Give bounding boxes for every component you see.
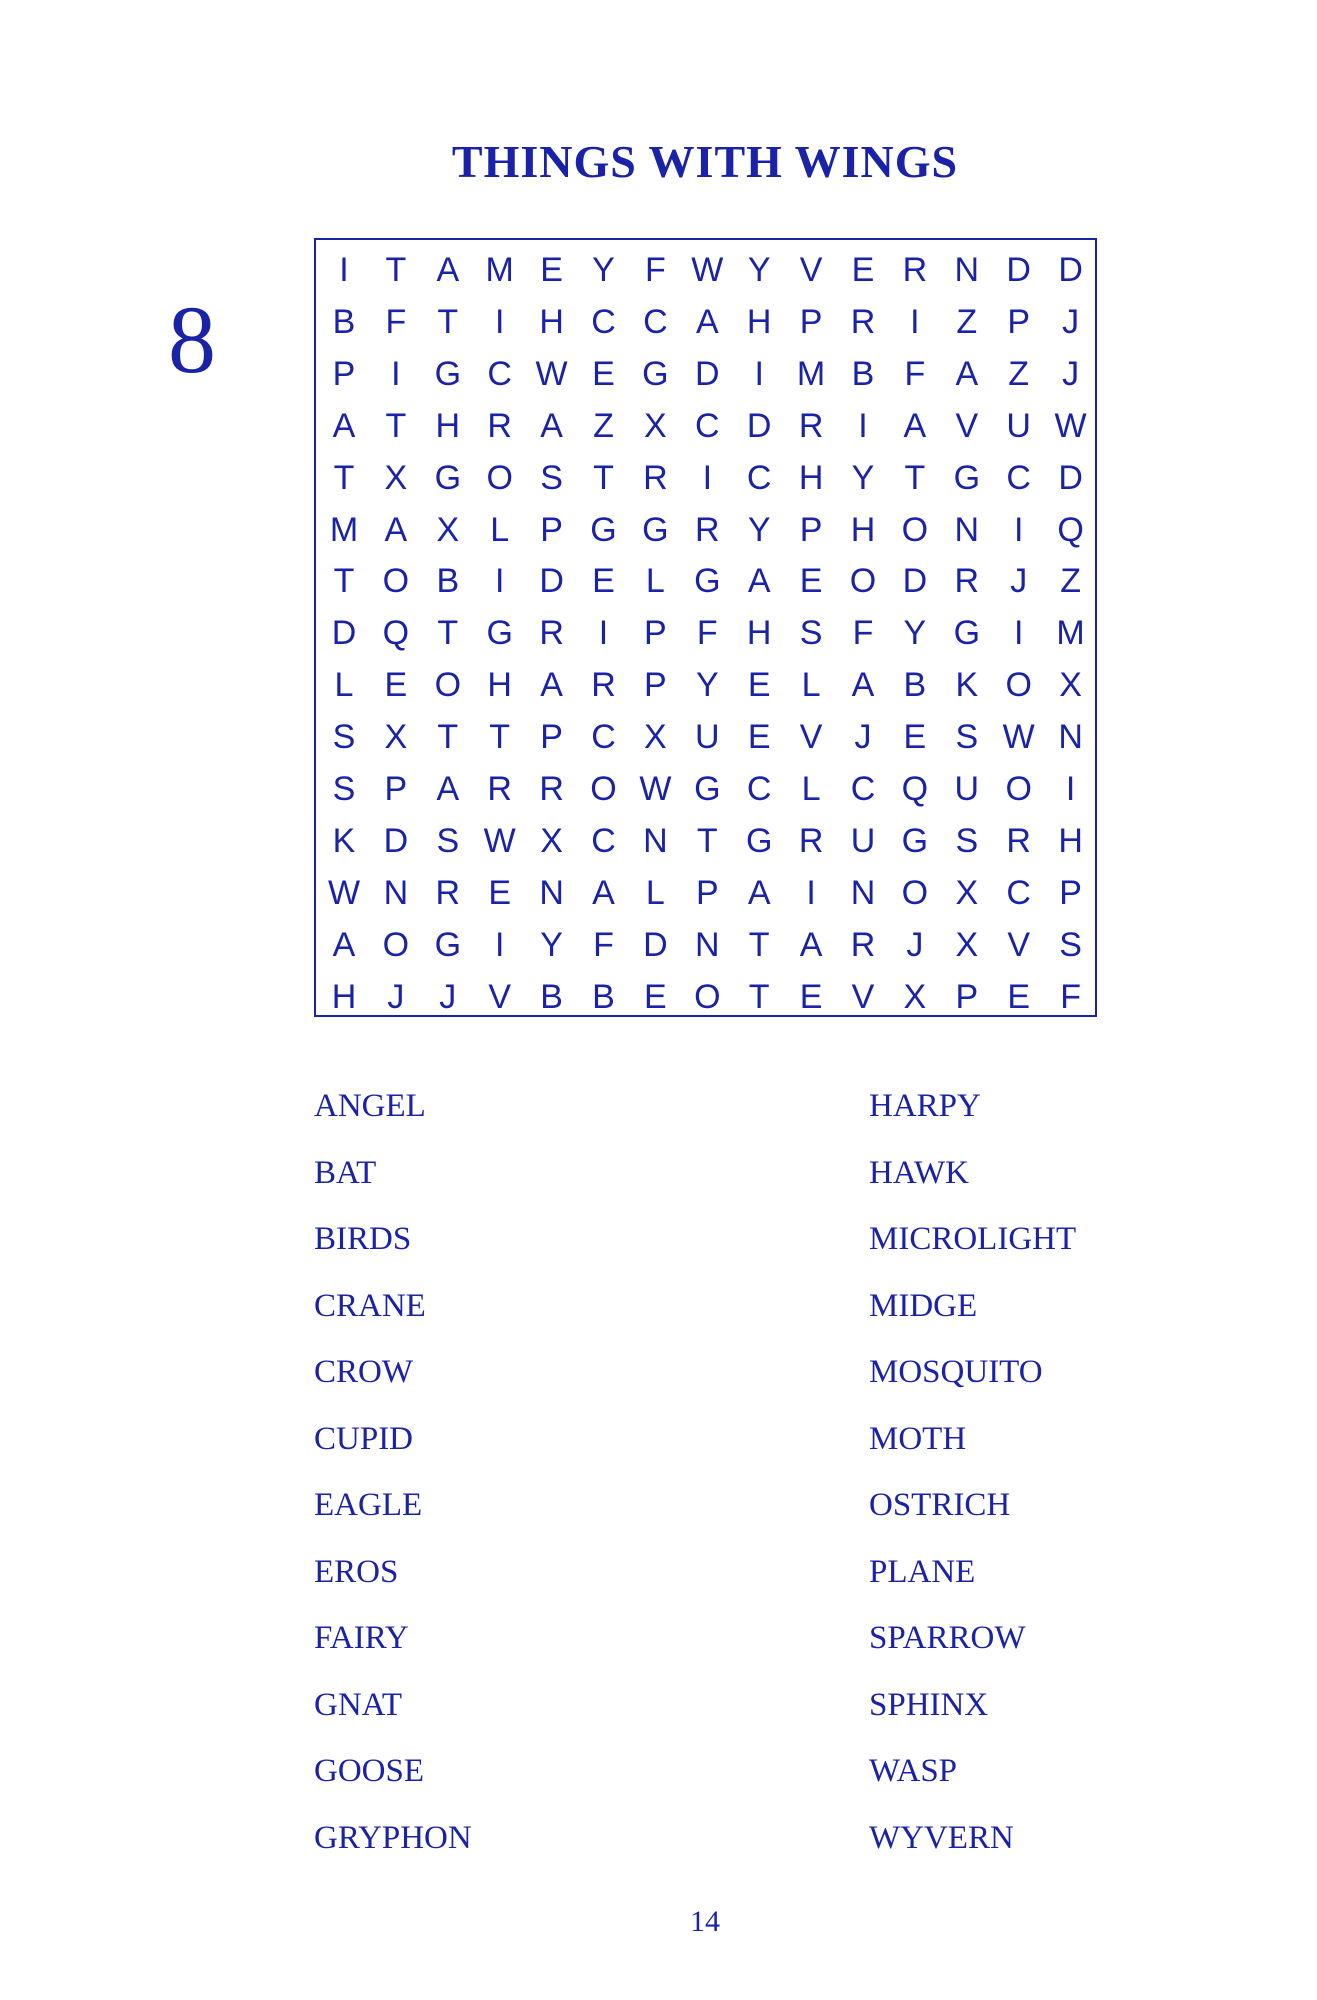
grid-cell[interactable]: L <box>490 510 510 549</box>
grid-cell[interactable]: R <box>850 302 876 341</box>
grid-cell[interactable]: T <box>437 614 459 653</box>
grid-cell[interactable]: M <box>329 510 359 549</box>
grid-cell[interactable]: I <box>1065 770 1076 808</box>
grid-cell[interactable]: P <box>384 770 408 808</box>
grid-cell[interactable]: G <box>434 458 462 497</box>
grid-cell[interactable]: O <box>434 666 462 705</box>
word-list-item: SPHINX <box>869 1686 989 1723</box>
grid-cell[interactable]: D <box>746 406 772 445</box>
grid-cell[interactable]: I <box>1013 510 1024 549</box>
grid-cell[interactable]: P <box>799 510 823 549</box>
grid-cell[interactable]: Z <box>1060 562 1081 601</box>
grid-cell[interactable]: C <box>695 406 720 445</box>
word-list-item: BIRDS <box>314 1221 412 1257</box>
grid-cell[interactable]: O <box>1005 666 1032 705</box>
grid-cell[interactable]: V <box>851 977 875 1016</box>
grid-row <box>316 555 1095 607</box>
word-list-item: HAWK <box>869 1154 969 1191</box>
grid-cell[interactable]: O <box>590 770 617 808</box>
grid-cell[interactable]: Y <box>903 614 927 653</box>
grid-cell[interactable]: E <box>747 718 771 757</box>
grid-cell[interactable]: G <box>694 562 721 601</box>
grid-cell[interactable]: X <box>436 510 460 549</box>
grid-cell[interactable]: X <box>955 873 979 912</box>
word-list-item: GRYPHON <box>314 1819 472 1856</box>
grid-cell[interactable]: G <box>434 354 462 393</box>
grid-cell[interactable]: O <box>901 510 929 549</box>
grid-cell[interactable]: Y <box>592 251 615 289</box>
word-list-item: CRANE <box>314 1287 426 1324</box>
grid-cell[interactable]: S <box>955 718 979 757</box>
word-list-item: WASP <box>869 1753 958 1789</box>
grid-cell[interactable]: P <box>644 666 667 705</box>
grid-cell[interactable]: I <box>339 251 349 289</box>
grid-cell[interactable]: I <box>494 925 505 964</box>
grid-cell[interactable]: V <box>799 251 823 289</box>
grid-cell[interactable]: Q <box>901 770 929 808</box>
grid-cell[interactable]: R <box>902 251 928 289</box>
grid-cell[interactable]: B <box>903 666 927 705</box>
grid-cell[interactable]: C <box>591 302 616 341</box>
grid-cell[interactable]: P <box>1059 873 1082 912</box>
grid-cell[interactable]: A <box>851 666 875 705</box>
grid-cell[interactable]: C <box>1006 873 1031 912</box>
grid-cell[interactable]: G <box>901 821 929 860</box>
grid-cell[interactable]: D <box>643 925 668 964</box>
grid-cell[interactable]: A <box>436 770 460 808</box>
grid-cell[interactable]: J <box>387 977 405 1016</box>
grid-cell[interactable]: R <box>954 562 980 601</box>
grid-cell[interactable]: P <box>799 302 823 341</box>
grid-cell[interactable]: D <box>695 354 720 393</box>
grid-cell[interactable]: A <box>747 873 771 912</box>
grid-cell[interactable]: R <box>591 666 616 705</box>
grid-cell[interactable]: N <box>954 251 980 289</box>
grid-cell[interactable]: S <box>955 821 979 860</box>
grid-cell[interactable]: A <box>903 406 927 445</box>
grid-cell[interactable]: X <box>384 458 408 497</box>
grid-cell[interactable]: W <box>327 873 361 912</box>
word-list-item: FAIRY <box>314 1620 409 1656</box>
grid-cell[interactable]: E <box>488 873 512 912</box>
grid-cell[interactable]: Y <box>747 510 771 549</box>
grid-cell[interactable]: Q <box>1057 510 1084 549</box>
word-list-item: MOTH <box>869 1420 967 1457</box>
grid-cell[interactable]: I <box>494 562 505 601</box>
grid-cell[interactable]: W <box>535 354 568 393</box>
grid-cell[interactable]: O <box>694 977 721 1016</box>
grid-cell[interactable]: T <box>593 458 614 497</box>
grid-cell[interactable]: H <box>746 302 772 341</box>
grid-cell[interactable]: G <box>953 458 981 497</box>
grid-cell[interactable]: T <box>748 925 770 964</box>
grid-cell[interactable]: F <box>645 251 666 289</box>
grid-cell[interactable]: H <box>850 510 876 549</box>
grid-cell[interactable]: L <box>334 666 354 705</box>
grid-row <box>316 504 1095 556</box>
grid-cell[interactable]: A <box>436 251 460 289</box>
grid-cell[interactable]: N <box>643 821 668 860</box>
word-list-item: EROS <box>314 1553 399 1590</box>
grid-cell[interactable]: A <box>332 925 356 964</box>
grid-cell[interactable]: A <box>332 406 356 445</box>
grid-cell[interactable]: G <box>434 925 462 964</box>
grid-cell[interactable]: F <box>385 302 407 341</box>
grid-cell[interactable]: X <box>955 925 979 964</box>
grid-cell[interactable]: E <box>1007 977 1031 1016</box>
grid-cell[interactable]: E <box>592 354 615 393</box>
grid-cell[interactable]: Y <box>747 251 771 289</box>
grid-cell[interactable]: G <box>642 354 669 393</box>
grid-cell[interactable]: H <box>487 666 512 705</box>
grid-cell[interactable]: R <box>1006 821 1031 860</box>
grid-cell[interactable]: C <box>1006 458 1031 497</box>
grid-cell[interactable]: D <box>539 562 564 601</box>
grid-cell[interactable]: C <box>591 718 616 757</box>
grid-cell[interactable]: S <box>332 718 356 757</box>
grid-cell[interactable]: T <box>904 458 926 497</box>
word-list-item: ANGEL <box>314 1088 426 1124</box>
grid-cell[interactable]: I <box>910 302 920 341</box>
grid-row <box>316 659 1095 711</box>
grid-cell[interactable]: Y <box>695 666 719 705</box>
grid-cell[interactable]: W <box>483 821 516 860</box>
grid-cell[interactable]: K <box>332 821 356 860</box>
grid-row <box>316 607 1095 659</box>
grid-cell[interactable]: E <box>747 666 771 705</box>
grid-cell[interactable]: N <box>850 873 876 912</box>
grid-cell[interactable]: J <box>906 925 924 964</box>
letter-grid <box>314 238 1097 1017</box>
grid-cell[interactable]: T <box>489 718 511 757</box>
grid-cell[interactable]: A <box>695 302 719 341</box>
grid-cell[interactable]: P <box>955 977 979 1016</box>
grid-cell[interactable]: U <box>1006 406 1031 445</box>
grid-cell[interactable]: D <box>902 562 928 601</box>
grid-cell[interactable]: S <box>1059 925 1082 964</box>
grid-cell[interactable]: C <box>643 302 668 341</box>
grid-cell[interactable]: X <box>384 718 408 757</box>
grid-cell[interactable]: L <box>801 770 821 808</box>
grid-row <box>316 711 1095 763</box>
grid-cell[interactable]: Y <box>540 925 563 964</box>
grid-cell[interactable]: I <box>754 354 764 393</box>
grid-cell[interactable]: V <box>799 718 823 757</box>
grid-cell[interactable]: P <box>540 510 563 549</box>
grid-cell[interactable]: S <box>799 614 823 653</box>
grid-cell[interactable]: R <box>487 770 512 808</box>
grid-cell[interactable]: T <box>748 977 770 1016</box>
grid-cell[interactable]: X <box>644 718 667 757</box>
grid-cell[interactable]: Z <box>593 406 614 445</box>
puzzle-number: 8 <box>168 286 216 393</box>
grid-cell[interactable]: T <box>696 821 718 860</box>
grid-cell[interactable]: J <box>1062 302 1080 341</box>
grid-cell[interactable]: B <box>436 562 460 601</box>
grid-cell[interactable]: E <box>540 251 563 289</box>
grid-cell[interactable]: G <box>694 770 721 808</box>
grid-cell[interactable]: P <box>1007 302 1031 341</box>
word-list-item: SPARROW <box>869 1620 1026 1656</box>
grid-cell[interactable]: I <box>702 458 713 497</box>
grid-cell[interactable]: S <box>436 821 460 860</box>
page-number: 14 <box>690 1905 720 1938</box>
grid-cell[interactable]: M <box>1056 614 1085 653</box>
grid-cell[interactable]: G <box>953 614 981 653</box>
grid-cell[interactable]: T <box>333 458 355 497</box>
grid-cell[interactable]: R <box>850 925 876 964</box>
grid-row <box>316 348 1095 400</box>
grid-cell[interactable]: O <box>382 562 410 601</box>
grid-cell[interactable]: P <box>695 873 719 912</box>
word-list-item: OSTRICH <box>869 1487 1011 1523</box>
grid-cell[interactable]: E <box>903 718 927 757</box>
grid-cell[interactable]: F <box>852 614 874 653</box>
grid-cell[interactable]: X <box>903 977 927 1016</box>
word-list-item: MIDGE <box>869 1287 978 1324</box>
grid-cell[interactable]: B <box>332 302 356 341</box>
grid-cell[interactable]: H <box>798 458 824 497</box>
grid-cell[interactable]: S <box>332 770 356 808</box>
grid-cell[interactable]: T <box>385 251 407 289</box>
word-list-item: MICROLIGHT <box>869 1221 1077 1257</box>
grid-row <box>316 763 1095 815</box>
grid-cell[interactable]: A <box>540 406 563 445</box>
grid-cell[interactable]: T <box>437 302 459 341</box>
grid-cell[interactable]: V <box>1007 925 1031 964</box>
grid-cell[interactable]: D <box>331 614 357 653</box>
word-list-item: CUPID <box>314 1420 414 1457</box>
grid-cell[interactable]: E <box>799 977 823 1016</box>
grid-cell[interactable]: I <box>858 406 868 445</box>
grid-cell[interactable]: D <box>1058 458 1083 497</box>
grid-cell[interactable]: T <box>333 562 355 601</box>
grid-cell[interactable]: A <box>540 666 563 705</box>
grid-cell[interactable]: A <box>747 562 771 601</box>
grid-cell[interactable]: L <box>645 873 665 912</box>
grid-cell[interactable]: B <box>851 354 875 393</box>
grid-cell[interactable]: C <box>850 770 876 808</box>
grid-cell[interactable]: V <box>955 406 979 445</box>
grid-cell[interactable]: E <box>799 562 823 601</box>
word-list-item: MOSQUITO <box>869 1354 1043 1390</box>
grid-cell[interactable]: F <box>904 354 926 393</box>
grid-cell[interactable]: C <box>746 770 772 808</box>
grid-cell[interactable]: W <box>1054 406 1087 445</box>
grid-cell[interactable]: C <box>487 354 512 393</box>
grid-cell[interactable]: J <box>1010 562 1028 601</box>
grid-cell[interactable]: W <box>1002 718 1035 757</box>
grid-cell[interactable]: H <box>539 302 564 341</box>
grid-cell[interactable]: Q <box>382 614 410 653</box>
grid-cell[interactable]: N <box>695 925 720 964</box>
grid-cell[interactable]: L <box>645 562 665 601</box>
grid-cell[interactable]: X <box>1059 666 1082 705</box>
grid-cell[interactable]: P <box>332 354 356 393</box>
grid-cell[interactable]: C <box>591 821 616 860</box>
grid-cell[interactable]: T <box>385 406 407 445</box>
grid-cell[interactable]: I <box>598 614 609 653</box>
word-list-item: CROW <box>314 1354 413 1390</box>
grid-cell[interactable]: A <box>384 510 408 549</box>
page-title: THINGS WITH WINGS <box>451 136 959 187</box>
word-list-item: PLANE <box>869 1553 976 1590</box>
grid-cell[interactable]: O <box>486 458 513 497</box>
grid-cell[interactable]: R <box>695 510 720 549</box>
grid-cell[interactable]: A <box>955 354 979 393</box>
grid-cell[interactable]: H <box>746 614 772 653</box>
word-list-item: HARPY <box>869 1088 981 1124</box>
grid-cell[interactable]: D <box>383 821 409 860</box>
word-list-item: GNAT <box>314 1686 402 1723</box>
grid-cell[interactable]: I <box>1013 614 1024 653</box>
grid-cell[interactable]: M <box>796 354 826 393</box>
grid-cell[interactable]: A <box>592 873 615 912</box>
grid-cell[interactable]: B <box>592 977 615 1016</box>
grid-cell[interactable]: K <box>955 666 979 705</box>
grid-cell[interactable]: C <box>746 458 772 497</box>
grid-cell[interactable]: T <box>437 718 459 757</box>
grid-cell[interactable]: X <box>644 406 667 445</box>
grid-cell[interactable]: I <box>806 873 816 912</box>
grid-cell[interactable]: W <box>639 770 672 808</box>
grid-cell[interactable]: G <box>642 510 669 549</box>
grid-cell[interactable]: E <box>644 977 667 1016</box>
grid-cell[interactable]: F <box>1060 977 1081 1016</box>
grid-cell[interactable]: U <box>695 718 720 757</box>
grid-cell[interactable]: P <box>644 614 667 653</box>
grid-cell[interactable]: E <box>851 251 875 289</box>
grid-cell[interactable]: N <box>383 873 409 912</box>
grid-cell[interactable]: R <box>539 614 564 653</box>
grid-cell[interactable]: R <box>539 770 564 808</box>
grid-cell[interactable]: G <box>486 614 513 653</box>
grid-cell[interactable]: N <box>1058 718 1083 757</box>
grid-cell[interactable]: F <box>593 925 614 964</box>
word-list-item: GOOSE <box>314 1753 425 1789</box>
word-list-item: BAT <box>314 1154 377 1191</box>
grid-cell[interactable]: E <box>384 666 408 705</box>
grid-cell[interactable]: R <box>435 873 461 912</box>
grid-cell[interactable]: P <box>540 718 563 757</box>
grid-cell[interactable]: Y <box>851 458 875 497</box>
grid-cell[interactable]: W <box>691 251 724 289</box>
grid-cell[interactable]: N <box>539 873 564 912</box>
grid-cell[interactable]: O <box>1005 770 1032 808</box>
grid-cell[interactable]: G <box>745 821 773 860</box>
grid-row <box>316 244 1095 296</box>
grid-row <box>316 815 1095 867</box>
grid-cell[interactable]: Z <box>956 302 978 341</box>
grid-cell[interactable]: H <box>435 406 461 445</box>
grid-cell[interactable]: F <box>696 614 718 653</box>
grid-cell[interactable]: O <box>382 925 410 964</box>
grid-cell[interactable]: R <box>487 406 512 445</box>
word-list-item: WYVERN <box>869 1819 1014 1856</box>
grid-cell[interactable]: Z <box>1008 354 1030 393</box>
grid-cell[interactable]: U <box>850 821 876 860</box>
grid-cell[interactable]: H <box>331 977 357 1016</box>
grid-cell[interactable]: J <box>439 977 457 1016</box>
grid-cell[interactable]: B <box>540 977 563 1016</box>
grid-cell[interactable]: H <box>1058 821 1083 860</box>
grid-cell[interactable]: D <box>1006 251 1031 289</box>
grid-cell[interactable]: O <box>901 873 929 912</box>
grid-cell[interactable]: D <box>1058 251 1083 289</box>
grid-cell[interactable]: O <box>849 562 877 601</box>
grid-cell[interactable]: R <box>643 458 668 497</box>
grid-row <box>316 452 1095 504</box>
grid-cell[interactable]: R <box>798 406 824 445</box>
grid-row <box>316 971 1095 1023</box>
word-list-item: EAGLE <box>314 1487 423 1523</box>
grid-cell[interactable]: I <box>494 302 505 341</box>
grid-cell[interactable]: R <box>798 821 824 860</box>
grid-cell[interactable]: G <box>590 510 617 549</box>
grid-cell[interactable]: U <box>954 770 980 808</box>
grid-cell[interactable]: V <box>488 977 512 1016</box>
grid-cell[interactable]: X <box>540 821 563 860</box>
grid-cell[interactable]: L <box>801 666 821 705</box>
grid-row <box>316 296 1095 348</box>
grid-row <box>316 867 1095 919</box>
grid-row <box>316 919 1095 971</box>
grid-cell[interactable]: S <box>540 458 563 497</box>
grid-cell[interactable]: J <box>854 718 872 757</box>
grid-cell[interactable]: N <box>954 510 980 549</box>
grid-cell[interactable]: E <box>592 562 615 601</box>
grid-cell[interactable]: A <box>799 925 823 964</box>
grid-cell[interactable]: M <box>485 251 514 289</box>
grid-cell[interactable]: I <box>391 354 401 393</box>
grid-row <box>316 400 1095 452</box>
grid-cell[interactable]: J <box>1062 354 1080 393</box>
